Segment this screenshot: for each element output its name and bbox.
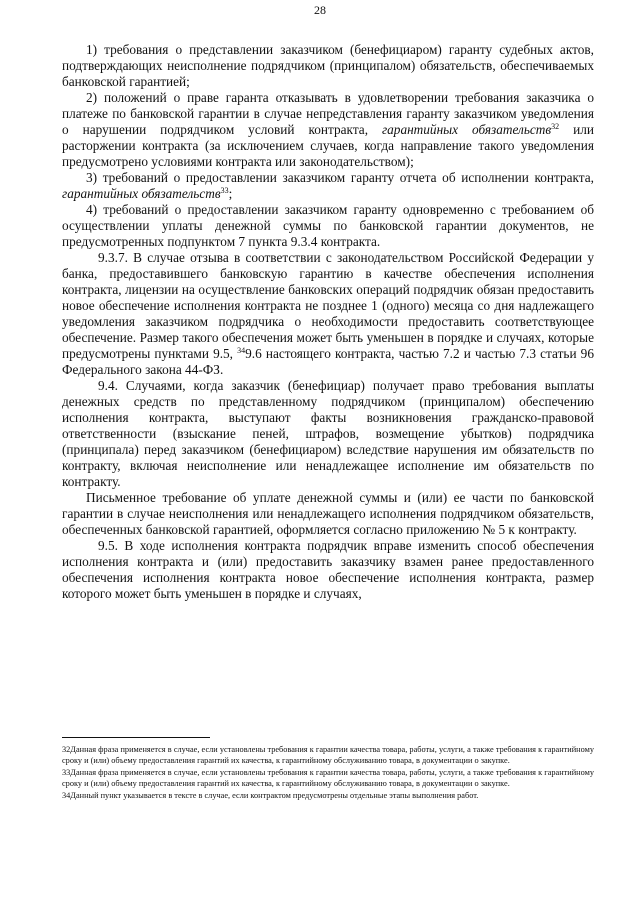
- paragraph: [62, 378, 594, 490]
- paragraph-text: 9.4. Случаями, когда заказчик (бенефициар) получает право требования выплаты денежных средств по представленному подрядчиком (принципалом) обеспечению исполнения контракта, выступают факты возникновения гражданско-правовой ответственности (взыскание пеней, штрафов, возмещение убытков) подрядчика (принципала) перед заказчиком (бенефициаром) вследствие нарушения им обязательств по контракту, включая неисполнение или ненадлежащее исполнение им обязательств по контракту.: [62, 378, 594, 489]
- footnotes: [62, 744, 594, 801]
- paragraph-text: ;: [228, 186, 233, 201]
- paragraph-text: 9.5. В ходе исполнения контракта подрядчик вправе изменить способ обеспечения исполнения контракта и (или) предоставить заказчику взамен ранее предоставленного обеспечения исполнения контракта новое обеспечение исполнения контракта, размер которого может быть уменьшен в порядке и случаях,: [62, 538, 594, 601]
- paragraph: [62, 250, 594, 378]
- paragraph: [62, 170, 594, 202]
- page-number: 28: [314, 3, 326, 17]
- paragraph-text: 2) положений о праве гаранта отказывать в удовлетворении требования заказчика о платеже по банковской гарантии в случае непредставления гаранту заказчиком уведомления о нарушении подрядчиком условий контракта,: [62, 90, 594, 137]
- footnote: 34Данный пункт указывается в тексте в случае, если контрактом предусмотрены отдельные этапы выполнения работ.: [62, 790, 479, 800]
- paragraph: [62, 490, 594, 538]
- footnote-ref[interactable]: 33: [220, 186, 229, 195]
- italic-text: гарантийных обязательств: [381, 122, 552, 137]
- paragraph: [62, 538, 594, 602]
- paragraph: [62, 42, 594, 90]
- paragraph-text: Письменное требование об уплате денежной суммы и (или) ее части по банковской гарантии в случае неисполнения или ненадлежащего исполнения подрядчиком обязательств, обеспеченных банковской гарантией, оформляется согласно приложению № 5 к контракту.: [62, 490, 594, 537]
- paragraph-text: 4) требований о предоставлении заказчиком гаранту одновременно с требованием об осуществлении уплаты денежной суммы по банковской гарантии документов, не предусмотренных подпунктом 7 пункта 9.3.4 контракта.: [62, 202, 594, 249]
- paragraph-text: 1) требования о представлении заказчиком (бенефициаром) гаранту судебных актов, подтверждающих неисполнение подрядчиком (принципалом) обязательств, обеспечиваемых банковской гарантией;: [62, 42, 594, 89]
- body-text: [62, 42, 594, 602]
- footnote-separator: [62, 737, 210, 738]
- paragraph-text: 9.6 настоящего контракта, частью 7.2 и частью 7.3 статьи 96 Федерального закона 44-ФЗ.: [62, 346, 594, 377]
- paragraph: [62, 90, 594, 170]
- paragraph-text: или расторжении контракта (за исключением случаев, когда направление такого уведомления предусмотрено условиями контракта или законодательством);: [62, 122, 594, 169]
- footnote: 32Данная фраза применяется в случае, если установлены требования к гарантии качества товара, работы, услуги, а также требования к гарантийному сроку и (или) объему предоставления гарантий их качества, к гарантийному обслуживанию товара, в документации о закупке.: [62, 745, 594, 766]
- footnote: 33Данная фраза применяется в случае, если установлены требования к гарантии качества товара, работы, услуги, а также требования к гарантийному сроку и (или) объему предоставления гарантий их качества, к гарантийному обслуживанию товара, в документации о закупке.: [62, 767, 594, 789]
- paragraph-text: 3) требований о предоставлении заказчиком гаранту отчета об исполнении контракта,: [86, 170, 594, 185]
- footnote-ref[interactable]: 32: [551, 122, 560, 131]
- footnote-ref[interactable]: 34: [237, 346, 246, 355]
- paragraph-text: 9.3.7. В случае отзыва в соответствии с законодательством Российской Федерации у банка, предоставившего банковскую гарантию в качестве обеспечения исполнения контракта, лицензии на осуществление банковских операций подрядчик обязан предоставить новое обеспечение исполнения контракта не позднее 1 (одного) месяца со дня надлежащего уведомления заказчиком подрядчика о необходимости предоставить соответствующее обеспечение. Размер такого обеспечения может быть уменьшен в порядке и случаях, которые предусмотрены пунктами 9.5,: [62, 250, 594, 361]
- italic-text: гарантийных обязательств: [62, 186, 221, 201]
- paragraph: [62, 202, 594, 250]
